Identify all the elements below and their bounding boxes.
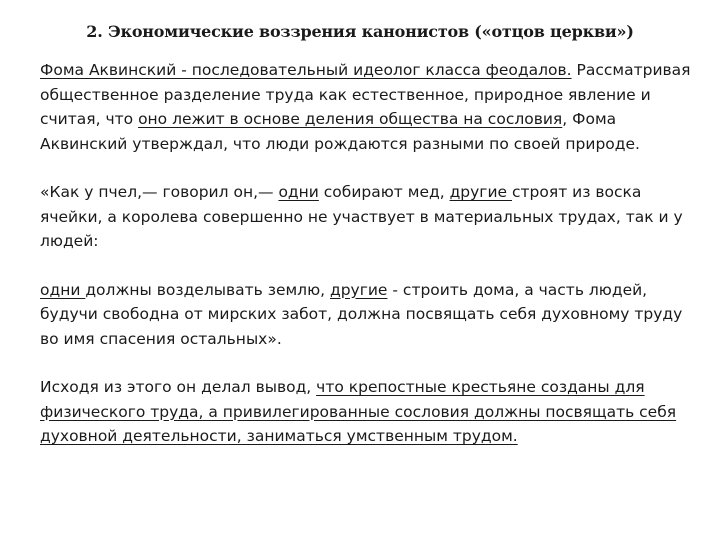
- text: собирают мед,: [318, 183, 450, 201]
- underlined-text: оно лежит в основе деления общества на сословия: [138, 110, 563, 128]
- text: должны возделывать землю,: [85, 280, 330, 299]
- paragraph-2: [40, 180, 695, 254]
- underlined-text: другие: [449, 183, 512, 201]
- underlined-text: одни: [278, 183, 319, 201]
- text: «Как у пчел,— говорил он,—: [40, 183, 279, 201]
- paragraph-3: [40, 278, 695, 352]
- paragraph-1: [40, 58, 695, 156]
- slide-title: 2. Экономические воззрения канонистов («отцов церкви»): [86, 22, 634, 41]
- underlined-text: Фома Аквинский - последовательный идеолог класса феодалов.: [40, 61, 572, 79]
- underlined-text: одни: [40, 280, 86, 299]
- underlined-text: что крепостные крестьяне созданы для физического труда, а привилегированные сословия должны посвящать себя духовной деятельности, заниматься умственным трудом.: [40, 378, 677, 445]
- underlined-text: другие: [329, 280, 388, 299]
- text: строят из воска ячейки, а королева совершенно не участвует в материальных трудах, так и у людей:: [40, 183, 683, 250]
- slide-body: [40, 58, 695, 449]
- text: Рассматривая общественное разделение труда как естественное, природное явление и считая, что: [40, 61, 691, 128]
- text: Исходя из этого он делал вывод,: [40, 378, 317, 396]
- text: - строить дома, а часть людей, будучи свободна от мирских забот, должна посвящать себя духовному труду во имя спасения остальных».: [40, 280, 683, 348]
- paragraph-4: [40, 375, 695, 449]
- text: , Фома Аквинский утверждал, что люди рождаются разными по своей природе.: [40, 110, 640, 153]
